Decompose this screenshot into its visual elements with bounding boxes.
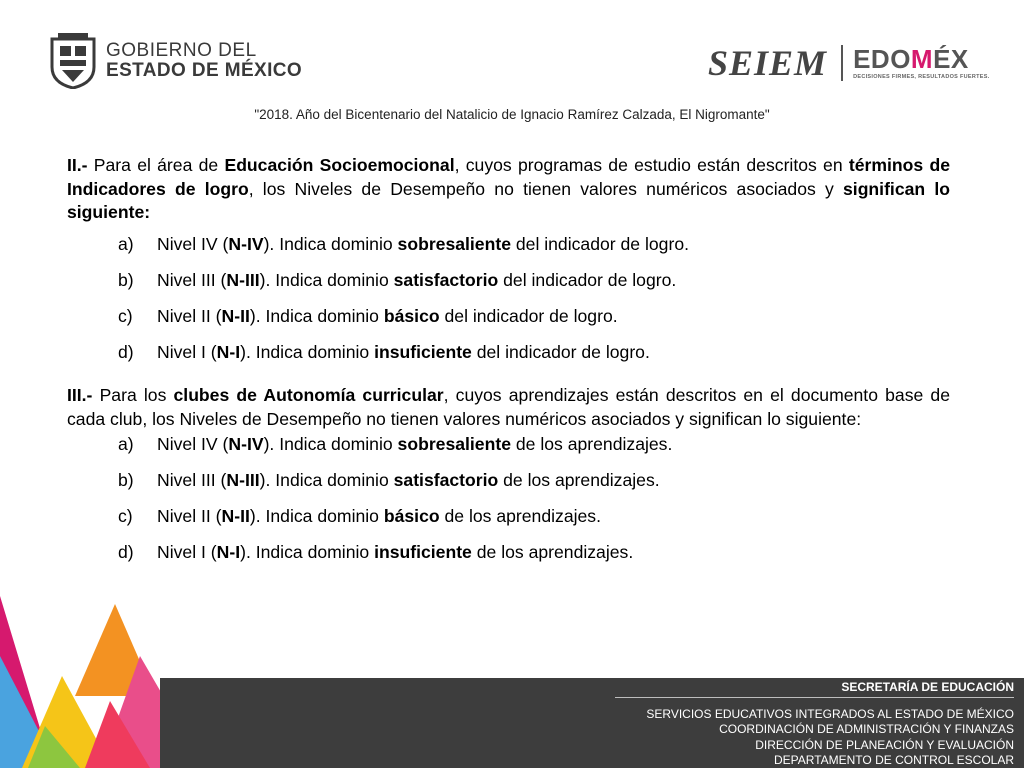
section-iii-text-2: , cuyos aprendizajes están descritos en el documento base de cada club, los Niveles de Desempeño no tienen valores numéricos asociados y significan lo siguiente:: [67, 385, 950, 429]
page-header: [0, 0, 1024, 100]
edomex-logo-part1: EDO: [853, 44, 911, 74]
item-text: de los aprendizajes.: [471, 542, 634, 562]
section-iii-item-c: [67, 505, 950, 529]
list-marker: a): [118, 434, 134, 454]
level-name: básico: [383, 305, 440, 326]
item-text: ). Indica dominio: [249, 305, 384, 326]
level-code: N-III: [226, 470, 260, 490]
gobierno-line1: GOBIERNO DEL: [106, 40, 257, 61]
footer-line-3: DIRECCIÓN DE PLANEACIÓN Y EVALUACIÓN: [755, 738, 1014, 752]
item-text: ). Indica dominio: [240, 341, 375, 362]
item-text: de los aprendizajes.: [510, 434, 673, 454]
footer-title: SECRETARÍA DE EDUCACIÓN: [841, 680, 1014, 694]
level-name: sobresaliente: [397, 434, 511, 454]
list-marker: b): [118, 470, 134, 490]
edomex-tagline: DECISIONES FIRMES, RESULTADOS FUERTES.: [853, 74, 990, 80]
item-text: del indicador de logro.: [439, 305, 618, 326]
gobierno-line2: ESTADO DE MÉXICO: [106, 60, 303, 81]
section-ii-paragraph: [67, 154, 950, 225]
section-ii-number: II.-: [67, 155, 88, 175]
section-ii-text-3: , los Niveles de Desempeño no tienen valores numéricos asociados y: [248, 178, 844, 199]
item-text: del indicador de logro.: [510, 233, 689, 254]
item-text: del indicador de logro.: [471, 341, 650, 362]
level-code: N-IV: [228, 434, 264, 454]
item-text: ). Indica dominio: [263, 434, 398, 454]
level-name: insuficiente: [374, 341, 472, 362]
footer-line-1: SERVICIOS EDUCATIVOS INTEGRADOS AL ESTADO DE MÉXICO: [646, 707, 1014, 721]
list-marker: c): [118, 506, 133, 526]
item-text: de los aprendizajes.: [498, 470, 660, 490]
list-marker: c): [118, 305, 133, 326]
item-text: ). Indica dominio: [263, 233, 398, 254]
item-text: Nivel IV (: [157, 233, 229, 254]
level-code: N-I: [216, 542, 241, 562]
level-code: N-IV: [228, 233, 264, 254]
footer-line-2: COORDINACIÓN DE ADMINISTRACIÓN Y FINANZAS: [719, 722, 1014, 736]
section-ii-item-d: [67, 341, 950, 365]
section-ii-text-2: , cuyos programas de estudio están descritos en: [454, 155, 849, 175]
section-ii-item-a: [67, 233, 950, 257]
section-ii-bold-2: términos de Indicadores de logro: [67, 155, 950, 199]
item-text: Nivel I (: [157, 341, 217, 362]
item-text: ). Indica dominio: [259, 470, 394, 490]
section-ii-bold-1: Educación Socioemocional: [224, 155, 455, 175]
edomex-logo-part2: ÉX: [933, 44, 969, 74]
level-code: N-I: [216, 341, 241, 362]
section-ii-bold-3: significan lo siguiente:: [67, 178, 950, 222]
section-iii-paragraph: [67, 384, 950, 431]
level-code: N-III: [226, 269, 260, 290]
edomex-logo-m: M: [910, 44, 934, 74]
section-iii-number: III.-: [67, 385, 93, 405]
level-name: satisfactorio: [393, 269, 499, 290]
section-iii-item-b: [67, 469, 950, 493]
level-code: N-II: [221, 305, 250, 326]
level-name: básico: [383, 506, 440, 526]
list-marker: b): [118, 269, 134, 290]
document-body: [67, 154, 950, 565]
logo-divider: [841, 45, 843, 81]
item-text: de los aprendizajes.: [439, 506, 601, 526]
item-text: Nivel III (: [157, 269, 227, 290]
page-footer: [160, 678, 1024, 768]
section-ii-item-c: [67, 305, 950, 329]
item-text: ). Indica dominio: [259, 269, 394, 290]
section-ii-text-1: Para el área de: [87, 155, 225, 175]
gobierno-edomex-logo: [48, 33, 302, 89]
list-marker: d): [118, 542, 134, 562]
section-iii-bold-1: clubes de Autonomía curricular: [173, 385, 444, 405]
item-text: ). Indica dominio: [240, 542, 375, 562]
item-text: del indicador de logro.: [498, 269, 677, 290]
year-banner: "2018. Año del Bicentenario del Natalicio de Ignacio Ramírez Calzada, El Nigromante": [254, 107, 770, 122]
item-text: Nivel I (: [157, 542, 217, 562]
section-iii-item-a: [67, 433, 950, 457]
edomex-logo: [853, 46, 989, 80]
footer-line-4: DEPARTAMENTO DE CONTROL ESCOLAR: [773, 753, 1014, 767]
state-seal-icon: [48, 33, 98, 89]
item-text: Nivel II (: [157, 305, 222, 326]
item-text: ). Indica dominio: [249, 506, 384, 526]
footer-divider: [615, 697, 1014, 698]
seiem-logo: SEIEM: [708, 43, 828, 83]
level-code: N-II: [221, 506, 250, 526]
section-iii-text-1: Para los: [92, 385, 174, 405]
section-iii-item-d: [67, 541, 950, 565]
section-ii-item-b: [67, 269, 950, 293]
level-name: satisfactorio: [393, 470, 499, 490]
list-marker: d): [118, 341, 134, 362]
level-name: insuficiente: [374, 542, 472, 562]
item-text: Nivel II (: [157, 506, 222, 526]
institution-logos: [708, 42, 990, 84]
level-name: sobresaliente: [397, 233, 511, 254]
list-marker: a): [118, 233, 134, 254]
item-text: Nivel III (: [157, 470, 227, 490]
item-text: Nivel IV (: [157, 434, 229, 454]
